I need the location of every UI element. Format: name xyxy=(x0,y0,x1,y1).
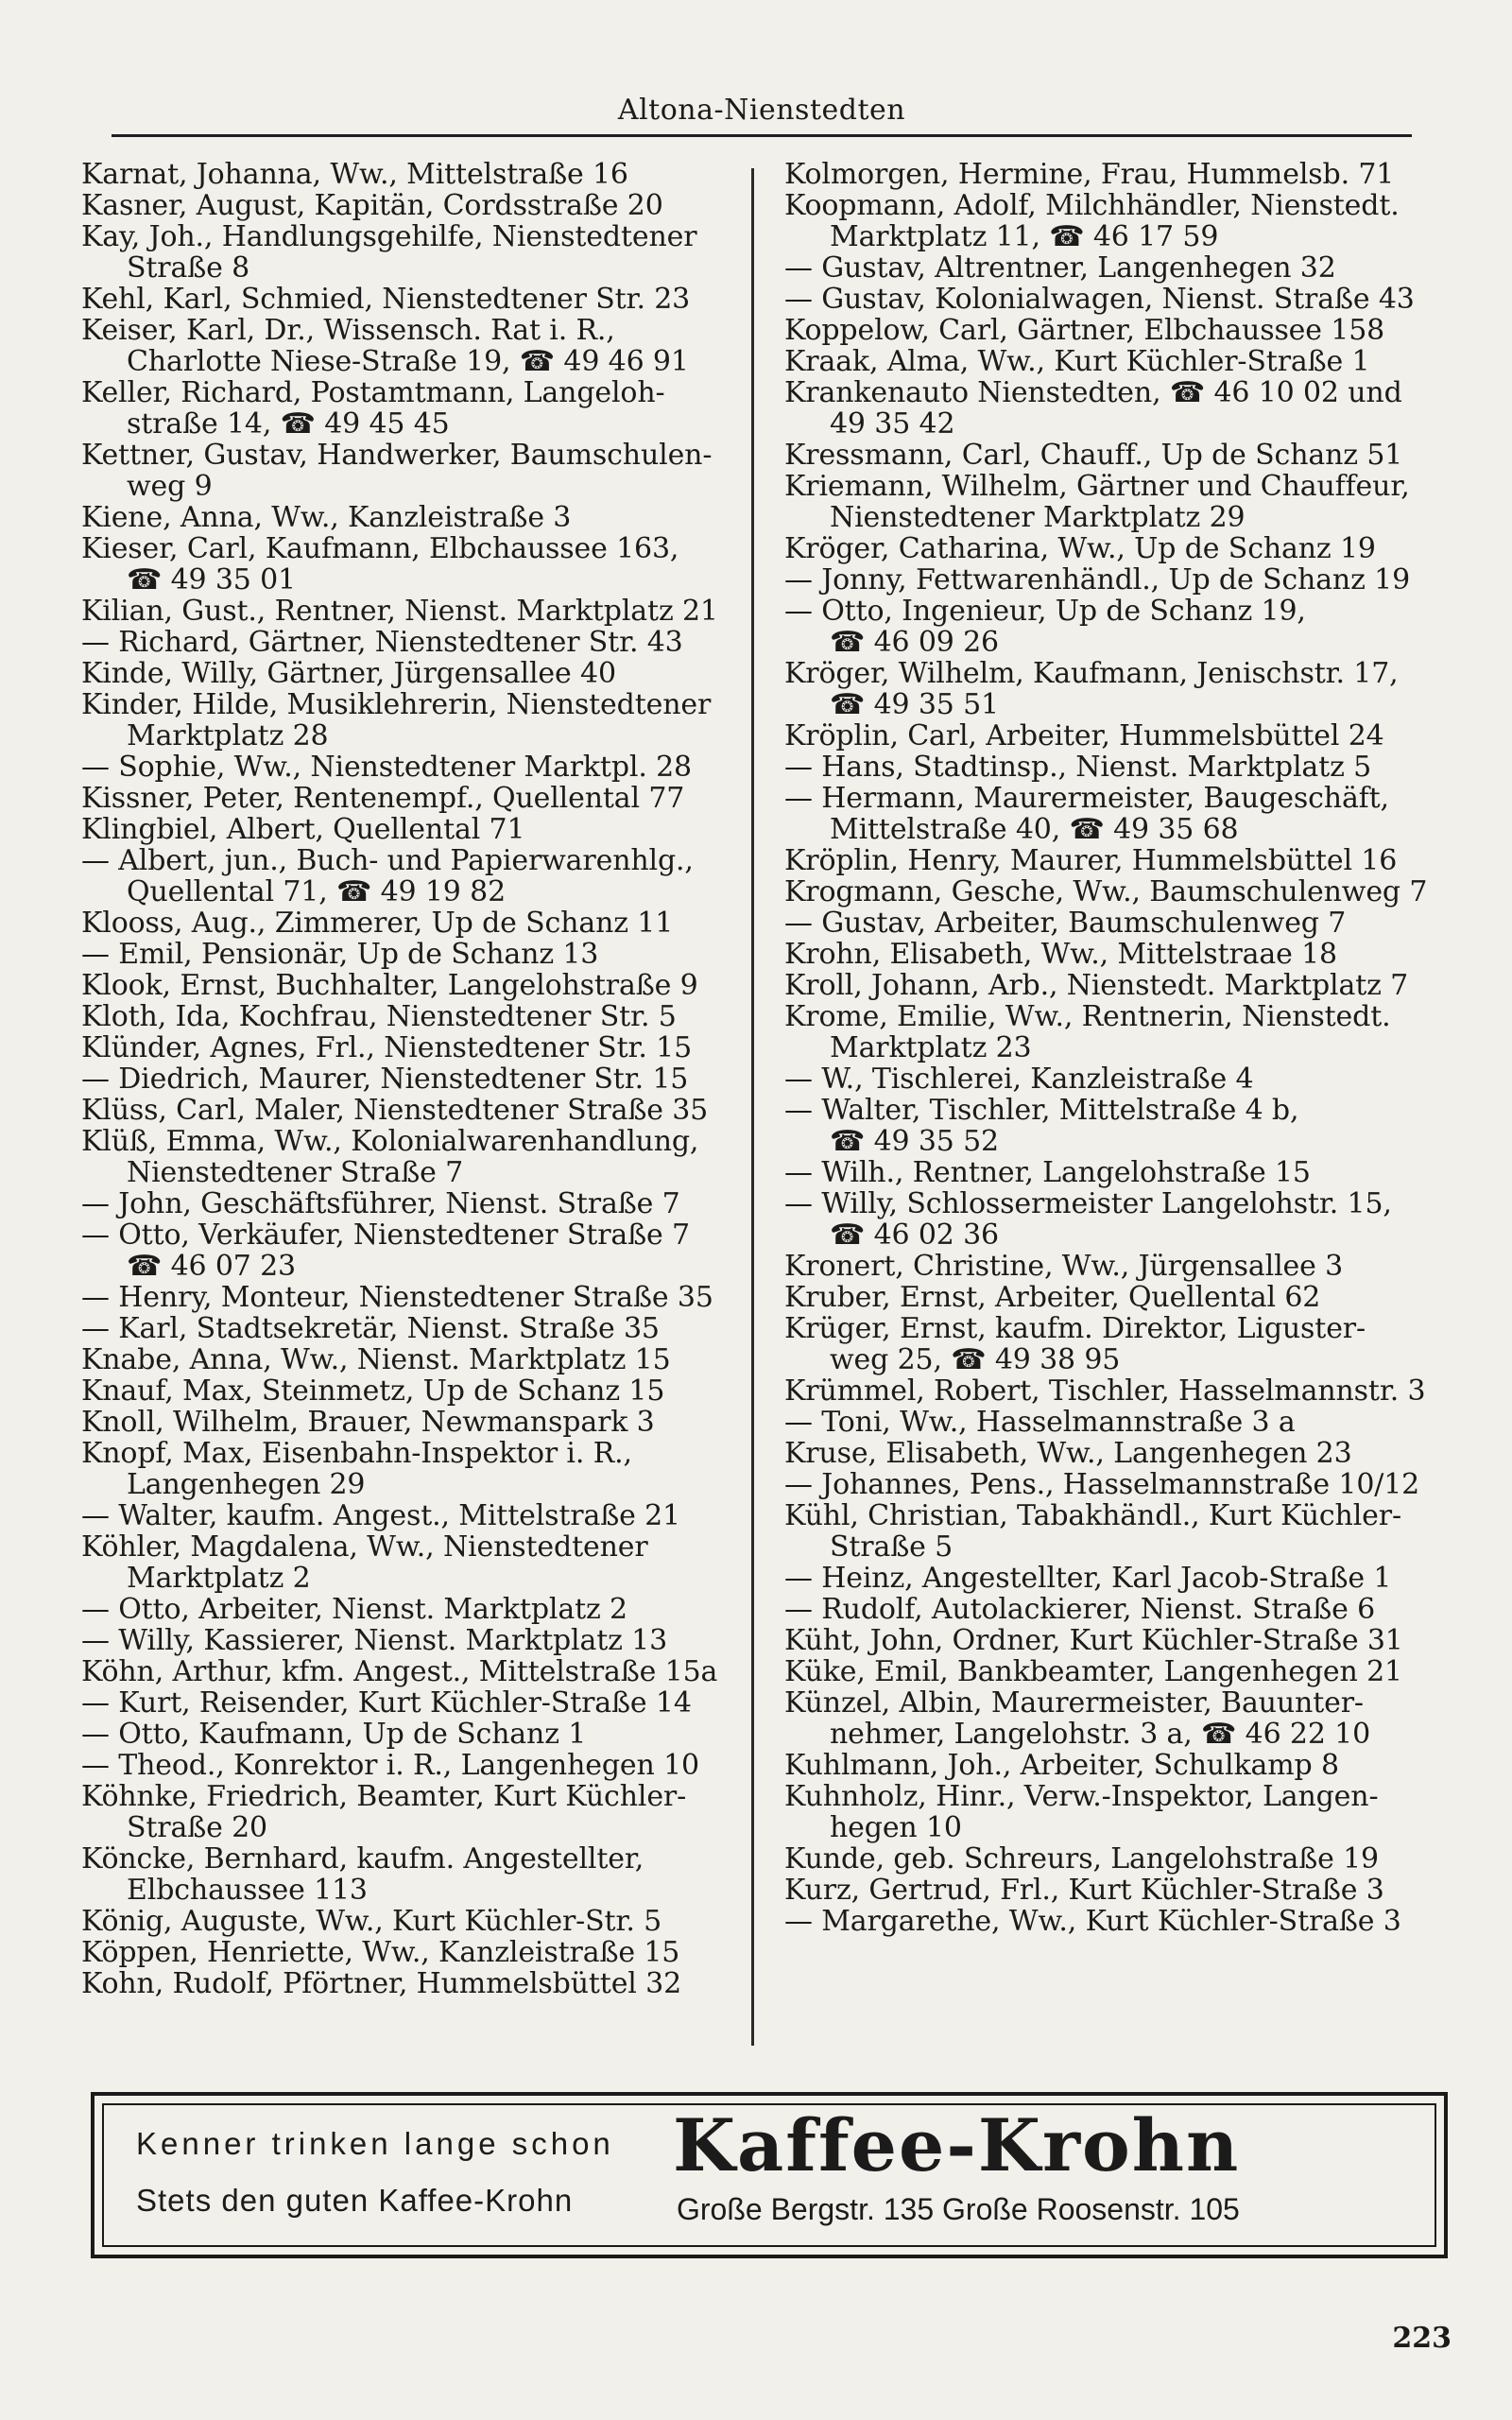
directory-entry-line: hegen 10 xyxy=(830,1812,962,1843)
directory-entry-line: Mittelstraße 40, ☎ 49 35 68 xyxy=(830,814,1239,845)
directory-entry-line: ☎ 46 09 26 xyxy=(830,627,999,658)
column-divider xyxy=(751,168,754,2046)
directory-entry-line: Kröplin, Carl, Arbeiter, Hummelsbüttel 24 xyxy=(784,720,1384,752)
directory-entry-line: Langenhegen 29 xyxy=(127,1469,366,1500)
directory-entry-line: — Richard, Gärtner, Nienstedtener Str. 43 xyxy=(81,627,683,658)
directory-entry-line: Kehl, Karl, Schmied, Nienstedtener Str. 23 xyxy=(81,284,691,315)
directory-entry-line: — Karl, Stadtsekretär, Nienst. Straße 35 xyxy=(81,1313,660,1344)
directory-entry-line: Knauf, Max, Steinmetz, Up de Schanz 15 xyxy=(81,1375,665,1407)
directory-entry-line: Köppen, Henriette, Ww., Kanzleistraße 15 xyxy=(81,1937,680,1968)
directory-entry-line: — Rudolf, Autolackierer, Nienst. Straße 6 xyxy=(784,1594,1376,1625)
directory-entry-line: Kloth, Ida, Kochfrau, Nienstedtener Str. 5 xyxy=(81,1001,677,1032)
directory-entry-line: — Heinz, Angestellter, Karl Jacob-Straße 1 xyxy=(784,1563,1392,1594)
directory-entry-line: Kilian, Gust., Rentner, Nienst. Marktplatz 21 xyxy=(81,596,718,627)
directory-entry-line: — Walter, Tischler, Mittelstraße 4 b, xyxy=(784,1095,1299,1126)
directory-entry-line: Knopf, Max, Eisenbahn-Inspektor i. R., xyxy=(81,1438,632,1469)
advertisement-box xyxy=(91,2092,1448,2258)
directory-entry-line: — Willy, Schlossermeister Langelohstr. 15, xyxy=(784,1188,1392,1219)
directory-entry-line: Straße 8 xyxy=(127,252,250,284)
directory-entry-line: ☎ 46 02 36 xyxy=(830,1219,999,1251)
directory-entry-line: ☎ 46 07 23 xyxy=(127,1251,296,1282)
directory-entry-line: Köhnke, Friedrich, Beamter, Kurt Küchler- xyxy=(81,1781,687,1812)
directory-entry-line: 49 35 42 xyxy=(830,408,955,440)
directory-entry-line: straße 14, ☎ 49 45 45 xyxy=(127,408,450,440)
directory-entry-line: Kressmann, Carl, Chauff., Up de Schanz 51 xyxy=(784,440,1403,471)
directory-entry-line: ☎ 49 35 52 xyxy=(830,1126,999,1157)
directory-entry-line: — Otto, Kaufmann, Up de Schanz 1 xyxy=(81,1719,587,1750)
directory-entry-line: König, Auguste, Ww., Kurt Küchler-Str. 5 xyxy=(81,1906,662,1937)
ad-slogan-line-1: Kenner trinken lange schon xyxy=(136,2126,614,2161)
directory-entry-line: Köncke, Bernhard, kaufm. Angestellter, xyxy=(81,1843,644,1875)
directory-entry-line: Kühl, Christian, Tabakhändl., Kurt Küchler- xyxy=(784,1500,1401,1531)
directory-entry-line: — Johannes, Pens., Hasselmannstraße 10/12 xyxy=(784,1469,1420,1500)
directory-entry-line: — Sophie, Ww., Nienstedtener Marktpl. 28 xyxy=(81,752,692,783)
directory-entry-line: Kohn, Rudolf, Pförtner, Hummelsbüttel 32 xyxy=(81,1968,682,1999)
directory-entry-line: Kuhnholz, Hinr., Verw.-Inspektor, Langen- xyxy=(784,1781,1379,1812)
directory-entry-line: Kroll, Johann, Arb., Nienstedt. Marktplatz 7 xyxy=(784,970,1409,1001)
directory-entry-line: Charlotte Niese-Straße 19, ☎ 49 46 91 xyxy=(127,346,689,377)
directory-entry-line: Marktplatz 11, ☎ 46 17 59 xyxy=(830,221,1219,252)
directory-entry-line: Marktplatz 23 xyxy=(830,1032,1032,1063)
page-title: Altona-Nienstedten xyxy=(617,94,906,127)
directory-entry-line: Nienstedtener Straße 7 xyxy=(127,1157,464,1188)
directory-entry-line: Koppelow, Carl, Gärtner, Elbchaussee 158 xyxy=(784,315,1385,346)
directory-entry-line: Krome, Emilie, Ww., Rentnerin, Nienstedt. xyxy=(784,1001,1391,1032)
directory-entry-line: Klüß, Emma, Ww., Kolonialwarenhandlung, xyxy=(81,1126,699,1157)
directory-entry-line: Klüss, Carl, Maler, Nienstedtener Straße 35 xyxy=(81,1095,709,1126)
directory-entry-line: — Gustav, Kolonialwagen, Nienst. Straße 43 xyxy=(784,284,1415,315)
ad-addresses: Große Bergstr. 135 Große Roosenstr. 105 xyxy=(677,2192,1240,2226)
directory-entry-line: nehmer, Langelohstr. 3 a, ☎ 46 22 10 xyxy=(830,1719,1371,1750)
directory-entry-line: Kraak, Alma, Ww., Kurt Küchler-Straße 1 xyxy=(784,346,1370,377)
directory-entry-line: Klook, Ernst, Buchhalter, Langelohstraße 9 xyxy=(81,970,698,1001)
directory-entry-line: — Wilh., Rentner, Langelohstraße 15 xyxy=(784,1157,1311,1188)
directory-entry-line: Kröplin, Henry, Maurer, Hummelsbüttel 16 xyxy=(784,845,1398,876)
directory-entry-line: Kröger, Catharina, Ww., Up de Schanz 19 xyxy=(784,533,1376,564)
directory-entry-line: — Otto, Ingenieur, Up de Schanz 19, xyxy=(784,596,1306,627)
directory-entry-line: Krüger, Ernst, kaufm. Direktor, Liguster- xyxy=(784,1313,1366,1344)
directory-entry-line: Marktplatz 2 xyxy=(127,1563,311,1594)
directory-entry-line: Köhler, Magdalena, Ww., Nienstedtener xyxy=(81,1531,648,1563)
directory-entry-line: Kruber, Ernst, Arbeiter, Quellental 62 xyxy=(784,1282,1321,1313)
directory-entry-line: Straße 20 xyxy=(127,1812,267,1843)
directory-entry-line: — Otto, Arbeiter, Nienst. Marktplatz 2 xyxy=(81,1594,627,1625)
directory-entry-line: — Willy, Kassierer, Nienst. Marktplatz 13 xyxy=(81,1625,668,1656)
directory-entry-line: Karnat, Johanna, Ww., Mittelstraße 16 xyxy=(81,159,628,190)
page-number: 223 xyxy=(1392,2322,1452,2355)
directory-entry-line: — Theod., Konrektor i. R., Langenhegen 10 xyxy=(81,1750,699,1781)
directory-entry-line: — Jonny, Fettwarenhändl., Up de Schanz 19 xyxy=(784,564,1411,596)
directory-entry-line: Kieser, Carl, Kaufmann, Elbchaussee 163, xyxy=(81,533,679,564)
directory-entry-line: Koopmann, Adolf, Milchhändler, Nienstedt. xyxy=(784,190,1400,221)
directory-entry-line: weg 9 xyxy=(127,471,213,502)
directory-entry-line: Nienstedtener Marktplatz 29 xyxy=(830,502,1246,533)
directory-entry-line: Kinde, Willy, Gärtner, Jürgensallee 40 xyxy=(81,658,616,689)
directory-entry-line: Klooss, Aug., Zimmerer, Up de Schanz 11 xyxy=(81,908,674,939)
directory-entry-line: Marktplatz 28 xyxy=(127,720,329,752)
directory-entry-line: Köhn, Arthur, kfm. Angest., Mittelstraße 15a xyxy=(81,1656,718,1687)
directory-entry-line: Kröger, Wilhelm, Kaufmann, Jenischstr. 17, xyxy=(784,658,1399,689)
directory-entry-line: — Albert, jun., Buch- und Papierwarenhlg., xyxy=(81,845,694,876)
directory-entry-line: Krohn, Elisabeth, Ww., Mittelstraae 18 xyxy=(784,939,1337,970)
directory-entry-line: — John, Geschäftsführer, Nienst. Straße 7 xyxy=(81,1188,680,1219)
directory-entry-line: Keiser, Karl, Dr., Wissensch. Rat i. R., xyxy=(81,315,615,346)
directory-entry-line: Küht, John, Ordner, Kurt Küchler-Straße 31 xyxy=(784,1625,1403,1656)
directory-entry-line: Kettner, Gustav, Handwerker, Baumschulen- xyxy=(81,440,713,471)
directory-entry-line: Krankenauto Nienstedten, ☎ 46 10 02 und xyxy=(784,377,1402,408)
ad-brand-name: Kaffee-Krohn xyxy=(673,2103,1241,2187)
directory-entry-line: Krümmel, Robert, Tischler, Hasselmannstr. 3 xyxy=(784,1375,1426,1407)
directory-entry-line: Künzel, Albin, Maurermeister, Bauunter- xyxy=(784,1687,1364,1719)
directory-entry-line: — Hans, Stadtinsp., Nienst. Marktplatz 5 xyxy=(784,752,1372,783)
directory-entry-line: — Henry, Monteur, Nienstedtener Straße 35 xyxy=(81,1282,713,1313)
directory-entry-line: weg 25, ☎ 49 38 95 xyxy=(830,1344,1121,1375)
directory-entry-line: Knabe, Anna, Ww., Nienst. Marktplatz 15 xyxy=(81,1344,671,1375)
directory-entry-line: ☎ 49 35 01 xyxy=(127,564,296,596)
directory-entry-line: Keller, Richard, Postamtmann, Langeloh- xyxy=(81,377,665,408)
directory-entry-line: Klünder, Agnes, Frl., Nienstedtener Str. 15 xyxy=(81,1032,693,1063)
directory-entry-line: Klingbiel, Albert, Quellental 71 xyxy=(81,814,525,845)
directory-entry-line: Kruse, Elisabeth, Ww., Langenhegen 23 xyxy=(784,1438,1352,1469)
directory-entry-line: — Gustav, Altrentner, Langenhegen 32 xyxy=(784,252,1336,284)
directory-entry-line: Knoll, Wilhelm, Brauer, Newmanspark 3 xyxy=(81,1407,655,1438)
directory-entry-line: — Emil, Pensionär, Up de Schanz 13 xyxy=(81,939,599,970)
directory-entry-line: Kissner, Peter, Rentenempf., Quellental 77 xyxy=(81,783,685,814)
directory-entry-line: Kriemann, Wilhelm, Gärtner und Chauffeur, xyxy=(784,471,1410,502)
directory-entry-line: Kolmorgen, Hermine, Frau, Hummelsb. 71 xyxy=(784,159,1395,190)
directory-entry-line: — Toni, Ww., Hasselmannstraße 3 a xyxy=(784,1407,1296,1438)
directory-entry-line: Kronert, Christine, Ww., Jürgensallee 3 xyxy=(784,1251,1344,1282)
directory-entry-line: — Walter, kaufm. Angest., Mittelstraße 21 xyxy=(81,1500,680,1531)
directory-entry-line: — Gustav, Arbeiter, Baumschulenweg 7 xyxy=(784,908,1347,939)
directory-entry-line: Kinder, Hilde, Musiklehrerin, Nienstedtener xyxy=(81,689,712,720)
directory-entry-line: Kuhlmann, Joh., Arbeiter, Schulkamp 8 xyxy=(784,1750,1339,1781)
directory-entry-line: Straße 5 xyxy=(830,1531,954,1563)
directory-entry-line: Küke, Emil, Bankbeamter, Langenhegen 21 xyxy=(784,1656,1402,1687)
directory-entry-line: ☎ 49 35 51 xyxy=(830,689,999,720)
directory-column-right xyxy=(784,159,1446,1937)
directory-entry-line: Elbchaussee 113 xyxy=(127,1875,368,1906)
directory-entry-line: Kiene, Anna, Ww., Kanzleistraße 3 xyxy=(81,502,572,533)
directory-entry-line: — Diedrich, Maurer, Nienstedtener Str. 15 xyxy=(81,1063,689,1095)
ad-slogan-line-2: Stets den guten Kaffee-Krohn xyxy=(136,2183,574,2218)
directory-entry-line: Kurz, Gertrud, Frl., Kurt Küchler-Straße 3 xyxy=(784,1875,1384,1906)
directory-entry-line: Kay, Joh., Handlungsgehilfe, Nienstedtener xyxy=(81,221,697,252)
directory-entry-line: — W., Tischlerei, Kanzleistraße 4 xyxy=(784,1063,1254,1095)
directory-entry-line: — Margarethe, Ww., Kurt Küchler-Straße 3 xyxy=(784,1906,1401,1937)
directory-entry-line: Krogmann, Gesche, Ww., Baumschulenweg 7 xyxy=(784,876,1428,908)
directory-entry-line: — Hermann, Maurermeister, Baugeschäft, xyxy=(784,783,1389,814)
directory-entry-line: Quellental 71, ☎ 49 19 82 xyxy=(127,876,507,908)
directory-entry-line: — Kurt, Reisender, Kurt Küchler-Straße 14 xyxy=(81,1687,692,1719)
page-header xyxy=(112,87,1412,137)
directory-column-left xyxy=(81,159,743,1999)
directory-entry-line: Kasner, August, Kapitän, Cordsstraße 20 xyxy=(81,190,663,221)
directory-entry-line: — Otto, Verkäufer, Nienstedtener Straße 7 xyxy=(81,1219,690,1251)
directory-entry-line: Kunde, geb. Schreurs, Langelohstraße 19 xyxy=(784,1843,1379,1875)
